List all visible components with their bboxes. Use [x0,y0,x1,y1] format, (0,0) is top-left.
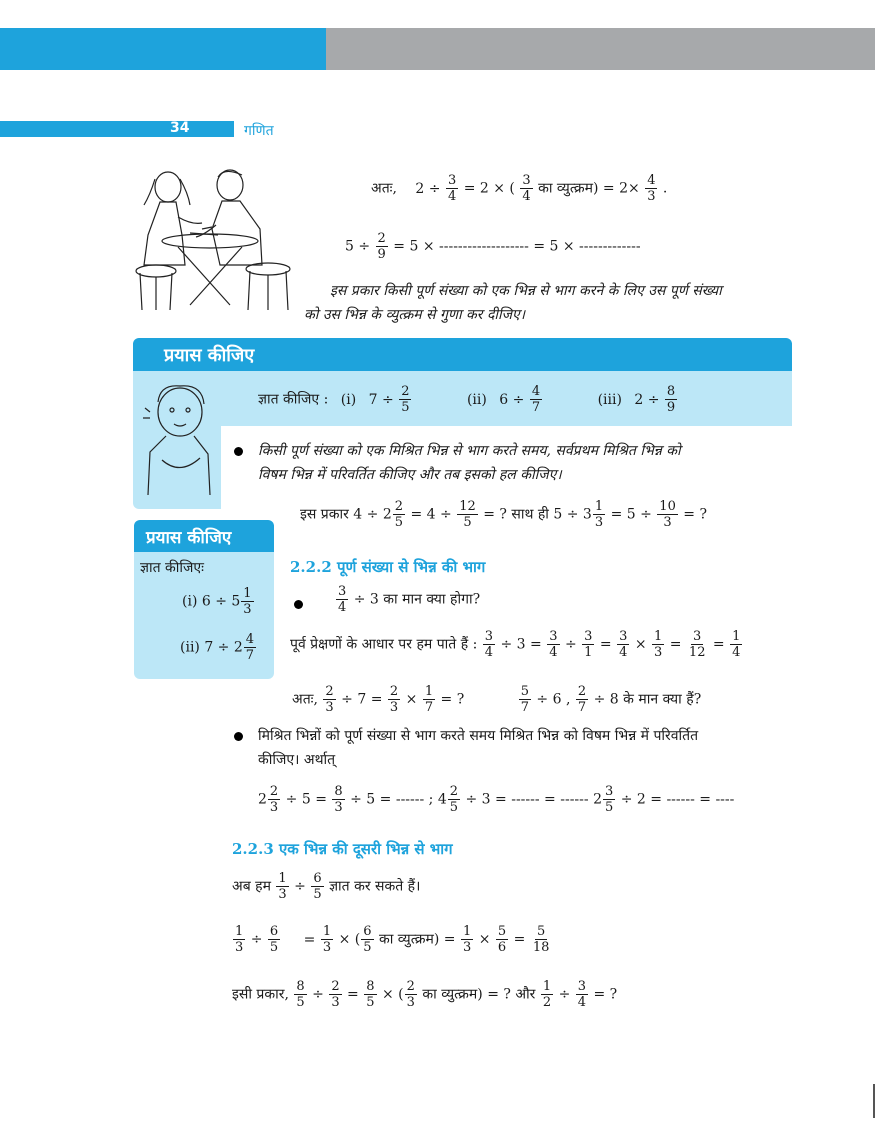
fraction: $\frac{1}{7}$ [424,684,434,715]
try-it-2-item-ii: (ii) 7 ÷ 2 $\frac{4}{7}$ [180,632,255,663]
fraction: $\frac{5}{6}$ [497,924,507,955]
fraction: $\frac{2}{5}$ [401,384,410,415]
fraction: $\frac{5}{7}$ [520,684,529,715]
fraction: $\frac{3}{4}$ [338,584,347,615]
fraction: $\frac{2}{3}$ [406,979,415,1010]
fraction: $\frac{8}{5}$ [366,979,375,1010]
fraction: $\frac{8}{5}$ [296,979,305,1010]
try-it-2-item-i: (i) 6 ÷ 5 $\frac{1}{3}$ [182,586,252,617]
page-number-band [0,121,234,137]
fraction: $\frac{5}{18}$ [532,924,550,955]
fraction: $\frac{3}{4}$ [484,629,494,660]
fraction: $\frac{1}{3}$ [463,924,472,955]
fraction: $\frac{4}{7}$ [531,384,541,415]
fraction: $\frac{3}{4}$ [577,979,587,1010]
fraction: $\frac{2}{9}$ [377,231,386,262]
fraction: $\frac{1}{3}$ [278,871,287,902]
fraction: $\frac{4}{3}$ [647,173,656,204]
can-find-line: अब हम $\frac{1}{3}$ ÷ $\frac{6}{5}$ ज्ञात कर सकते हैं। [232,871,421,902]
subject-title: गणित [244,123,274,139]
fraction: $\frac{2}{5}$ [394,499,404,530]
fraction: $\frac{1}{3}$ [654,629,663,660]
try-it-title: प्रयास कीजिए [164,345,255,366]
try-it-2-title: प्रयास कीजिए [146,528,232,548]
fraction: $\frac{1}{3}$ [243,586,252,617]
reciprocal-example-line: $\frac{1}{3}$ ÷ $\frac{6}{5}$ = $\frac{1}{3}$ × ( $\frac{6}{5}$ का व्युत्क्रम) = $\frac{1}{3}$ × $\frac{5}{6}$ = $\frac{5}{18}$ [235,924,550,955]
similarly-line: इसी प्रकार, $\frac{8}{5}$ ÷ $\frac{2}{3}$ = $\frac{8}{5}$ × ( $\frac{2}{3}$ का व्युत्क्रम) = ? और $\frac{1}{2}$ ÷ $\frac{3}{4}$ = ? [232,979,618,1010]
fraction: $\frac{3}{12}$ [688,629,706,660]
fraction: $\frac{6}{5}$ [363,924,372,955]
observation-line: पूर्व प्रेक्षणों के आधार पर हम पाते हैं : $\frac{3}{4}$ ÷ 3 = $\frac{3}{4}$ ÷ $\frac{3}{1}$ = $\frac{3}{4}$ × $\frac{1}{3}$ = $\frac{3}{12}$ = $\frac{1}{4}$ [290,629,741,660]
mixed-examples-line: 2 $\frac{2}{3}$ ÷ 5 = $\frac{8}{3}$ ÷ 5 = ------ ; 4 $\frac{2}{5}$ ÷ 3 = ------ = ------ 2 $\frac{3}{5}$ ÷ 2 = ------ = ---- [258,784,735,815]
fraction: $\frac{3}{4}$ [522,173,531,204]
rule-paragraph-line-2: को उस भिन्न के व्युत्क्रम से गुणा कर दीजिए। [304,307,526,323]
fraction: $\frac{3}{4}$ [447,173,457,204]
fraction: $\frac{1}{2}$ [542,979,552,1010]
fraction: $\frac{1}{4}$ [732,629,741,660]
fraction: $\frac{8}{3}$ [334,784,343,815]
fraction: $\frac{4}{7}$ [245,632,255,663]
try-it-2-label: ज्ञात कीजिएः [140,560,204,576]
page-number: 34 [170,120,190,136]
section-2-2-2-heading: 2.2.2 पूर्ण संख्या से भिन्न की भाग [290,558,486,576]
fraction: $\frac{1}{3}$ [594,499,604,530]
question-line: $\frac{3}{4}$ ÷ 3 का मान क्या होगा? [338,584,481,615]
formula-line-2: 5 ÷ $\frac{2}{9}$ = 5 × ------------------- = 5 × ------------- [345,231,641,262]
example-line: इस प्रकार 4 ÷ 2 $\frac{2}{5}$ = 4 ÷ $\frac{12}{5}$ = ? साथ ही 5 ÷ 3 $\frac{1}{3}$ = 5 ÷ $\frac{10}{3}$ = ? [300,499,707,530]
fraction: $\frac{2}{3}$ [389,684,399,715]
fraction: $\frac{2}{5}$ [449,784,459,815]
fraction: $\frac{6}{5}$ [269,924,279,955]
try-it-1-questions: ज्ञात कीजिए : (i) 7 ÷ $\frac{2}{5}$ (ii) 6 ÷ $\frac{4}{7}$ (iii) 2 ÷ $\frac{8}{9}$ [258,384,676,415]
mixed-note-line-1: किसी पूर्ण संख्या को एक मिश्रित भिन्न से भाग करते समय, सर्वप्रथम मिश्रित भिन्न को [258,443,681,459]
fraction: $\frac{12}{5}$ [459,499,476,530]
mixed-division-line-2: कीजिए। अर्थात् [258,752,336,768]
fraction: $\frac{2}{7}$ [577,684,587,715]
fraction: $\frac{6}{5}$ [313,871,322,902]
fraction: $\frac{2}{3}$ [269,784,279,815]
fraction: $\frac{2}{3}$ [325,684,334,715]
fraction: $\frac{8}{9}$ [666,384,676,415]
fraction: $\frac{3}{4}$ [619,629,628,660]
boy-thinking-illustration [140,380,215,498]
fraction: $\frac{10}{3}$ [659,499,676,530]
fraction: $\frac{3}{1}$ [584,629,593,660]
section-2-2-3-heading: 2.2.3 एक भिन्न की दूसरी भिन्न से भाग [232,840,453,858]
fraction: $\frac{2}{3}$ [331,979,340,1010]
fraction: $\frac{1}{3}$ [322,924,332,955]
header-bar-blue [0,28,326,70]
formula-line-1: अतः, 2 ÷ $\frac{3}{4}$ = 2 × ( $\frac{3}{4}$ का व्युत्क्रम) = 2× $\frac{4}{3}$ . [371,173,668,204]
mixed-note-line-2: विषम भिन्न में परिवर्तित कीजिए और तब इसको हल कीजिए। [258,467,562,483]
fraction: $\frac{1}{3}$ [235,924,244,955]
bullet-point [234,447,243,456]
header-bar-grey [326,28,875,70]
bullet-point [294,600,303,609]
rule-paragraph-line-1: इस प्रकार किसी पूर्ण संख्या को एक भिन्न से भाग करने के लिए उस पूर्ण संख्या [330,283,722,299]
fraction: $\frac{3}{5}$ [604,784,614,815]
mixed-division-line-1: मिश्रित भिन्नों को पूर्ण संख्या से भाग करते समय मिश्रित भिन्न को विषम भिन्न में परिवर्तित [258,728,699,744]
therefore-line: अतः, $\frac{2}{3}$ ÷ 7 = $\frac{2}{3}$ × $\frac{1}{7}$ = ? $\frac{5}{7}$ ÷ 6 , $\frac{2}{7}$ ÷ 8 के मान क्या हैं? [292,684,702,715]
children-studying-illustration [130,165,295,315]
bullet-point [234,732,243,741]
fraction: $\frac{3}{4}$ [549,629,558,660]
